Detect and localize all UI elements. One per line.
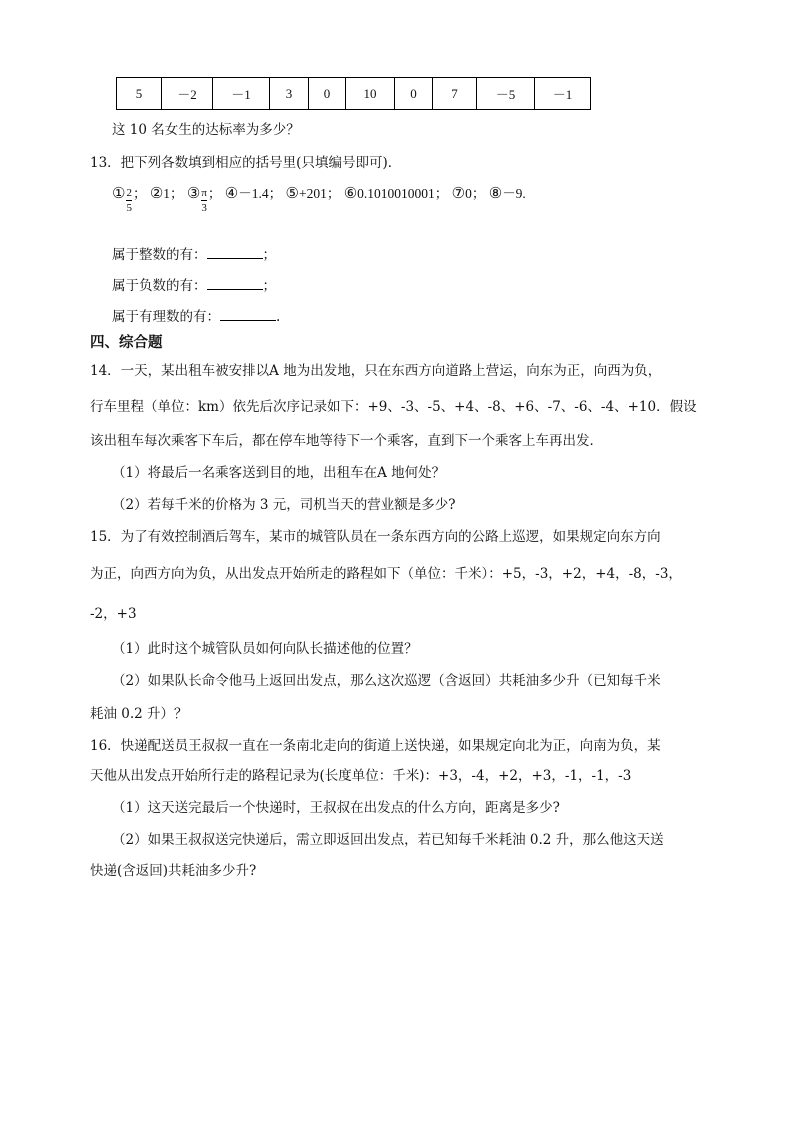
answer-blank[interactable] [207, 246, 263, 259]
negatives-blank-line: 属于负数的有： ； [112, 278, 276, 294]
table-cell: 3 [270, 78, 309, 110]
q15-line3: -2，+3 [90, 606, 137, 622]
table-row [117, 78, 591, 110]
q16-sub2a: （2）如果王叔叔送完快递后，需立即返回出发点，若已知每千米耗油 0.2 升，那么他这天送 [112, 832, 664, 848]
table-cell: 0 [395, 78, 433, 110]
fraction: $\frac{\pi}{3}$ [201, 187, 207, 214]
table-cell: －2 [162, 78, 213, 110]
item-mark: ⑤ [285, 186, 299, 203]
q15-sub2a: （2）如果队长命令他马上返回出发点，那么这次巡逻（含返回）共耗油多少升（已知每千米 [112, 673, 661, 689]
q15-line1: 15．为了有效控制酒后驾车，某市的城管队员在一条东西方向的公路上巡逻，如果规定向东方向 [90, 529, 661, 545]
q13-title: 13．把下列各数填到相应的括号里(只填编号即可)． [90, 155, 402, 171]
q14-line1: 14．一天，某出租车被安排以A 地为出发地，只在东西方向道路上营运，向东为正，向西为负， [90, 363, 662, 379]
table-cell: 5 [117, 78, 162, 110]
table-cell: 7 [433, 78, 477, 110]
q12-question: 这 10 名女生的达标率为多少？ [112, 122, 300, 138]
table-cell: 0 [309, 78, 346, 110]
q15-sub2b: 耗油 0.2 升）？ [90, 706, 188, 722]
q14-sub1: （1）将最后一名乘客送到目的地，出租车在A 地何处？ [112, 465, 446, 481]
table-cell: 10 [346, 78, 395, 110]
item-mark: ⑧ [488, 186, 503, 203]
answer-blank[interactable] [207, 277, 263, 290]
section-title: 四、综合题 [90, 335, 163, 351]
q16-line2: 天他从出发点开始所行走的路程记录为(长度单位：千米)：+3，-4，+2，+3，-1，-1，-3 [90, 768, 632, 784]
item-mark: ② [149, 186, 164, 203]
q13-number-list: ① $\frac{2}{5}$ ； ②1； ③ $\frac{\pi}{3}$ ； ④－1.4； ⑤+201； ⑥0.1010010001； ⑦0； ⑧－9. [112, 186, 526, 214]
q14-line2: 行车里程（单位：km）依先后次序记录如下：+9、-3、-5、+4、-8、+6、-7、-6、-4、+10．假设 [90, 399, 697, 415]
table-cell: －5 [477, 78, 535, 110]
item-mark: ③ [186, 186, 201, 203]
q16-sub1: （1）这天送完最后一个快递时，王叔叔在出发点的什么方向，距离是多少? [112, 800, 560, 816]
fraction: $\frac{2}{5}$ [126, 187, 132, 214]
q14-line3: 该出租车每次乘客下车后，都在停车地等待下一个乘客，直到下一个乘客上车再出发． [90, 433, 603, 449]
q14-sub2: （2）若每千米的价格为 3 元，司机当天的营业额是多少? [112, 497, 456, 513]
item-mark: ④ [224, 186, 239, 203]
item-mark: ① [112, 186, 126, 203]
integers-blank-line: 属于整数的有： ； [112, 247, 276, 263]
answer-blank[interactable] [220, 308, 276, 321]
table-cell: －1 [535, 78, 591, 110]
table-cell: －1 [213, 78, 270, 110]
item-mark: ⑦ [451, 186, 466, 203]
q16-line1: 16．快递配送员王叔叔一直在一条南北走向的街道上送快递，如果规定向北为正，向南为负，某 [90, 738, 661, 754]
q15-line2: 为正，向西方向为负，从出发点开始所走的路程如下（单位：千米）：+5，-3，+2，+4，-8，-3， [90, 566, 682, 582]
score-table [116, 77, 591, 110]
q15-sub1: （1）此时这个城管队员如何向队长描述他的位置？ [112, 641, 418, 657]
item-mark: ⑥ [343, 186, 358, 203]
rationals-blank-line: 属于有理数的有： . [112, 309, 281, 325]
q16-sub2b: 快递(含返回)共耗油多少升? [90, 863, 257, 879]
